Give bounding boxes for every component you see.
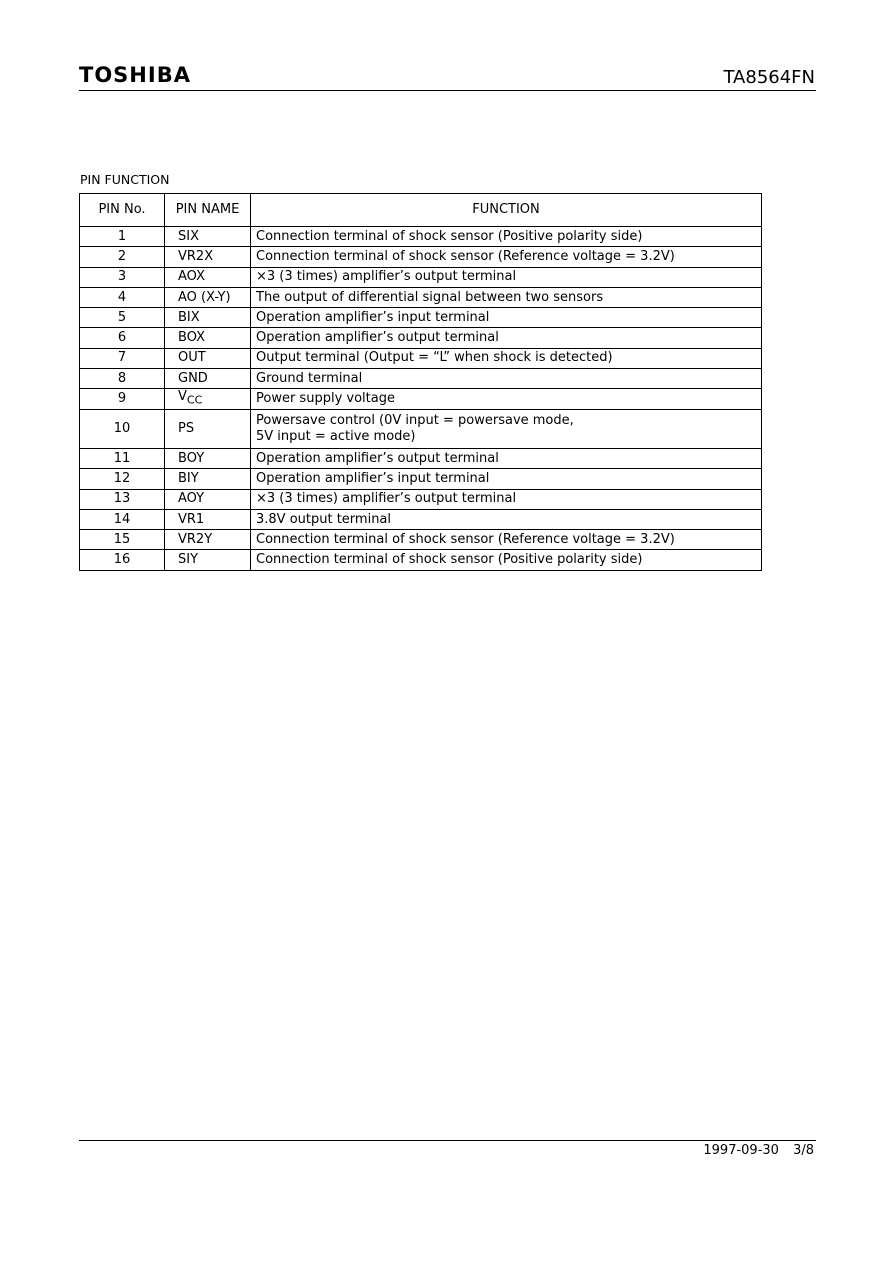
table-row: [80, 267, 762, 287]
pin-function: Connection terminal of shock sensor (Positive polarity side): [251, 227, 762, 247]
pin-name: AOY: [165, 489, 251, 509]
table-row: [80, 489, 762, 509]
footer-page-number: 3/8: [793, 1143, 814, 1158]
pin-function: The output of differential signal between two sensors: [251, 287, 762, 307]
pin-no: 14: [80, 509, 165, 529]
pin-name: GND: [165, 369, 251, 389]
pin-no: 5: [80, 308, 165, 328]
table-row: [80, 550, 762, 570]
table-row: [80, 287, 762, 307]
pin-no: 4: [80, 287, 165, 307]
pin-name: BIX: [165, 308, 251, 328]
pin-name: SIY: [165, 550, 251, 570]
pin-function: 3.8V output terminal: [251, 509, 762, 529]
pin-function-line: Powersave control (0V input = powersave mode,: [256, 412, 574, 428]
pin-function: [251, 409, 762, 448]
pin-no: 12: [80, 469, 165, 489]
pin-name: [165, 389, 251, 410]
pin-no: 10: [80, 409, 165, 448]
header-divider: [79, 90, 816, 91]
table-row: [80, 247, 762, 267]
pin-no: 3: [80, 267, 165, 287]
table-row: [80, 389, 762, 410]
pin-function: Ground terminal: [251, 369, 762, 389]
pin-function: Operation amplifier’s input terminal: [251, 308, 762, 328]
pin-no: 11: [80, 448, 165, 468]
table-row: [80, 409, 762, 448]
header-pin-no: PIN No.: [80, 194, 165, 227]
pin-name: BOX: [165, 328, 251, 348]
pin-function: Power supply voltage: [251, 389, 762, 410]
pin-function: Output terminal (Output = “L” when shock is detected): [251, 348, 762, 368]
pin-function: ×3 (3 times) amplifier’s output terminal: [251, 489, 762, 509]
pin-name: PS: [165, 409, 251, 448]
pin-function: Operation amplifier’s input terminal: [251, 469, 762, 489]
pin-function: Connection terminal of shock sensor (Positive polarity side): [251, 550, 762, 570]
pin-function: Connection terminal of shock sensor (Reference voltage = 3.2V): [251, 530, 762, 550]
pin-name: SIX: [165, 227, 251, 247]
pin-no: 15: [80, 530, 165, 550]
pin-no: 7: [80, 348, 165, 368]
pin-no: 2: [80, 247, 165, 267]
footer-date: 1997-09-30: [703, 1143, 779, 1158]
part-number: TA8564FN: [723, 67, 815, 88]
pin-no: 8: [80, 369, 165, 389]
pin-name: VR1: [165, 509, 251, 529]
pin-no: 13: [80, 489, 165, 509]
pin-no: 9: [80, 389, 165, 410]
pin-function: Connection terminal of shock sensor (Reference voltage = 3.2V): [251, 247, 762, 267]
pin-function-line: 5V input = active mode): [256, 428, 416, 444]
pin-name: OUT: [165, 348, 251, 368]
header-pin-name: PIN NAME: [165, 194, 251, 227]
table-row: [80, 227, 762, 247]
table-row: [80, 328, 762, 348]
pin-name-subscript: CC: [186, 393, 203, 407]
pin-name: AOX: [165, 267, 251, 287]
pin-function-table: [79, 193, 762, 571]
header-function: FUNCTION: [251, 194, 762, 227]
table-row: [80, 448, 762, 468]
table-row: [80, 369, 762, 389]
table-row: [80, 469, 762, 489]
pin-function: ×3 (3 times) amplifier’s output terminal: [251, 267, 762, 287]
pin-name: BOY: [165, 448, 251, 468]
section-title: PIN FUNCTION: [80, 172, 170, 187]
table-row: [80, 530, 762, 550]
footer-divider: [79, 1140, 816, 1141]
pin-name: VR2Y: [165, 530, 251, 550]
footer: [703, 1143, 814, 1159]
pin-name: VR2X: [165, 247, 251, 267]
pin-name: AO (X-Y): [165, 287, 251, 307]
pin-no: 1: [80, 227, 165, 247]
pin-name-main: V: [178, 389, 187, 405]
table-row: [80, 348, 762, 368]
company-logo: TOSHIBA: [79, 63, 191, 87]
table-header-row: [80, 194, 762, 227]
pin-no: 6: [80, 328, 165, 348]
pin-function: Operation amplifier’s output terminal: [251, 328, 762, 348]
table-row: [80, 509, 762, 529]
table-row: [80, 308, 762, 328]
pin-function: Operation amplifier’s output terminal: [251, 448, 762, 468]
pin-no: 16: [80, 550, 165, 570]
pin-name: BIY: [165, 469, 251, 489]
